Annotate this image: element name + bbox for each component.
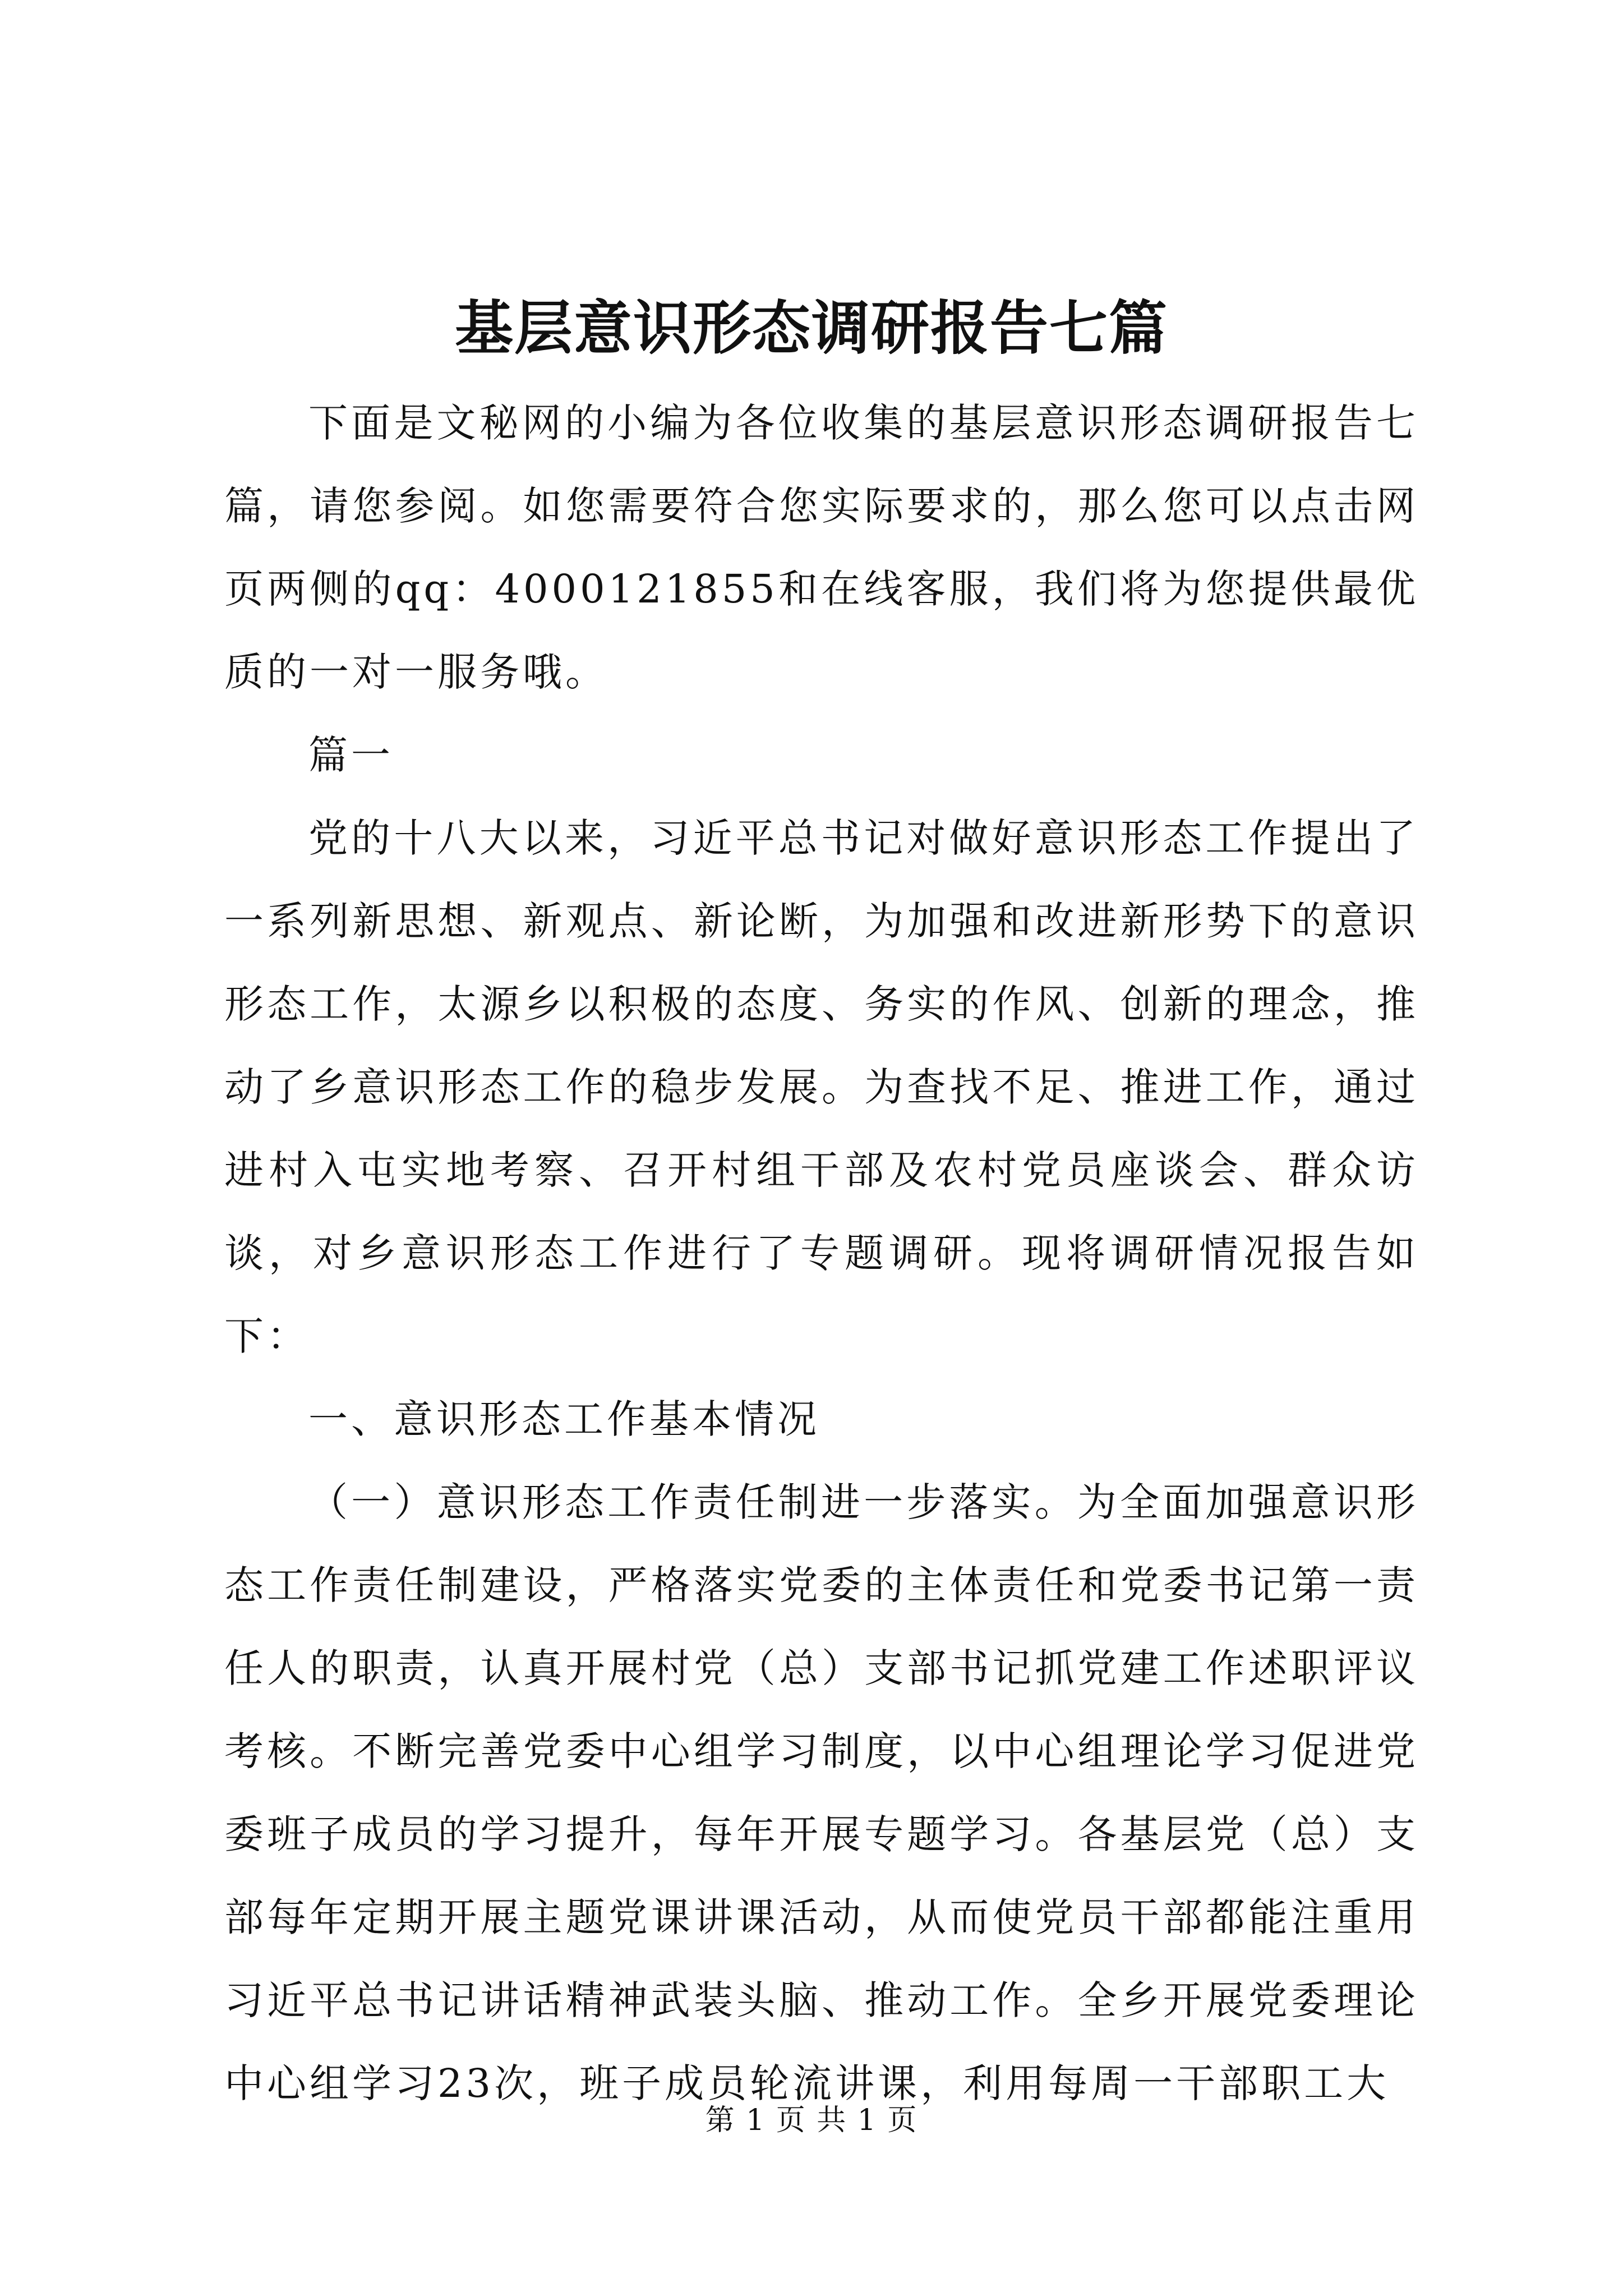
body-paragraph: 党的十八大以来，习近平总书记对做好意识形态工作提出了一系列新思想、新观点、新论断，为加强和改进新形势下的意识形态工作，太源乡以积极的态度、务实的作风、创新的理念，推动了乡意识形态工作的稳步发展。为查找不足、推进工作，通过进村入屯实地考察、召开村组干部及农村党员座谈会、群众访谈，对乡意识形态工作进行了专题调研。现将调研情况报告如下： — [224, 815, 1419, 1359]
body-paragraph: （一）意识形态工作责任制进一步落实。为全面加强意识形态工作责任制建设，严格落实党委的主体责任和党委书记第一责任人的职责，认真开展村党（总）支部书记抓党建工作述职评议考核。不断完善党委中心组学习制度，以中心组理论学习促进党委班子成员的学习提升，每年开展专题学习。各基层党（总）支部每年定期开展主题党课讲课活动，从而使党员干部都能注重用习近平总书记讲话精神武装头脑、推动工作。全乡开展党委理论中心组学习23次，班子成员轮流讲课，利用每周一干部职工大 — [224, 1479, 1419, 2106]
document-title: 基层意识形态调研报告七篇 — [454, 293, 1168, 362]
page-footer: 第 1 页 共 1 页 — [705, 2104, 918, 2137]
document-body — [224, 381, 1419, 2125]
section-heading-part-one: 篇一 — [308, 732, 394, 778]
intro-paragraph: 下面是文秘网的小编为各位收集的基层意识形态调研报告七篇，请您参阅。如您需要符合您实际要求的，那么您可以点击网页两侧的qq：4000121855和在线客服，我们将为您提供最优质的一对一服务哦。 — [224, 400, 1419, 695]
section-heading: 一、意识形态工作基本情况 — [308, 1396, 820, 1442]
